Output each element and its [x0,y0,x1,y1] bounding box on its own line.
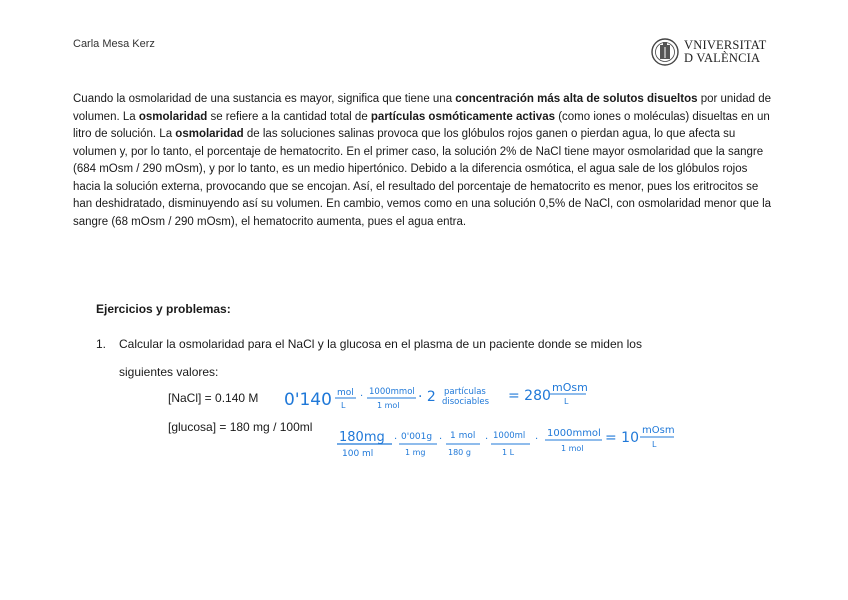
hw-fraction-num: 1000mmol [369,387,415,397]
hw-dot: · [485,434,489,445]
hw-dot: · [439,434,443,445]
hw-text-num: partículas [444,387,486,397]
hw-unit-num: mOsm [642,425,675,436]
hw-dot: · [535,434,539,445]
hw-fraction-den: L [341,401,346,410]
hw-value: 0'140 [284,390,332,410]
hw-fraction-den: 180 g [448,448,471,457]
hw-dot: · [360,391,364,402]
text-segment: de las soluciones salinas provoca que los glóbulos rojos ganen o pierdan agua, lo que afecta su volumen y, por lo tanto, el porcentaje de hematocrito. En el primer caso, la solución 2% de NaCl tiene mayor osmolaridad que la sangre (684 mOsm / 290 mOsm), y por lo tanto, es un medio hipertónico. Debido a la diferencia osmótica, el agua sale de los glóbulos rojos hacia la solución externa, provocando que se encojan. Así, el resultado del porcentaje de hematocrito es menor, pues los eritrocitos se han deshidratado, disminuyendo así su volumen. En cambio, vemos como en una solución 0,5% de NaCl, con osmolaridad menor que la sangre (68 mOsm / 290 mOsm), el hematocrito aumenta, pues el agua entra. [73,128,772,228]
nacl-value: [NaCl] = 0.140 M [168,391,259,405]
bold-term: osmolaridad [175,128,244,140]
hw-fraction-num: 1000mmol [547,428,601,439]
hw-fraction-num: mol [337,388,354,398]
hw-unit-den: L [564,397,569,406]
bold-term: partículas osmóticamente activas [370,110,555,123]
author-name: Carla Mesa Kerz [73,38,155,50]
hw-dot: · [394,434,398,445]
university-name [684,39,766,65]
glucose-value: [glucosa] = 180 mg / 100ml [168,420,313,434]
text-segment: Cuando la osmolaridad de una sustancia es mayor, significa que tiene una [73,93,456,105]
exercise-number: 1. [96,337,107,351]
hw-fraction-num: 1000ml [493,431,526,441]
hw-fraction-num: 180mg [339,430,385,445]
exercise-statement-line-1: Calcular la osmolaridad para el NaCl y la glucosa en el plasma de un paciente donde se miden los [119,337,642,351]
section-title: Ejercicios y problemas: [96,302,231,316]
hw-text-den: disociables [442,397,490,407]
university-seal-icon [651,33,679,71]
nacl-calculation [284,381,588,410]
hw-coefficient: · 2 [418,389,436,405]
hw-fraction-num: 1 mol [450,431,476,441]
glucose-calculation [337,425,675,459]
hw-fraction-den: 1 L [502,448,515,457]
logo-line-1: VNIVERSITAT [684,38,767,52]
text-segment: (como iones o moléculas) disueltas en un litro de solución. La [73,110,770,140]
hw-fraction-den: 1 mg [405,448,426,457]
hw-fraction-den: 1 mol [561,444,584,453]
exercise-statement-line-2: siguientes valores: [119,365,219,379]
text-segment: se refiere a la cantidad total de [207,110,371,123]
hw-unit-den: L [652,440,657,449]
hw-fraction-num: 0'001g [401,432,433,442]
body-paragraph [73,91,773,231]
bold-term: concentración más alta de solutos disueltos [455,93,698,105]
hw-fraction-den: 100 ml [342,449,374,459]
university-logo [651,31,769,73]
bold-term: osmolaridad [138,110,208,123]
hw-result: = 10 [605,430,639,446]
hw-fraction-den: 1 mol [377,401,400,410]
hw-unit-num: mOsm [552,381,588,394]
logo-line-2: D VALÈNCIA [684,51,761,65]
text-segment: por unidad de volumen. La [73,93,772,123]
hw-result: = 280 [508,388,551,404]
